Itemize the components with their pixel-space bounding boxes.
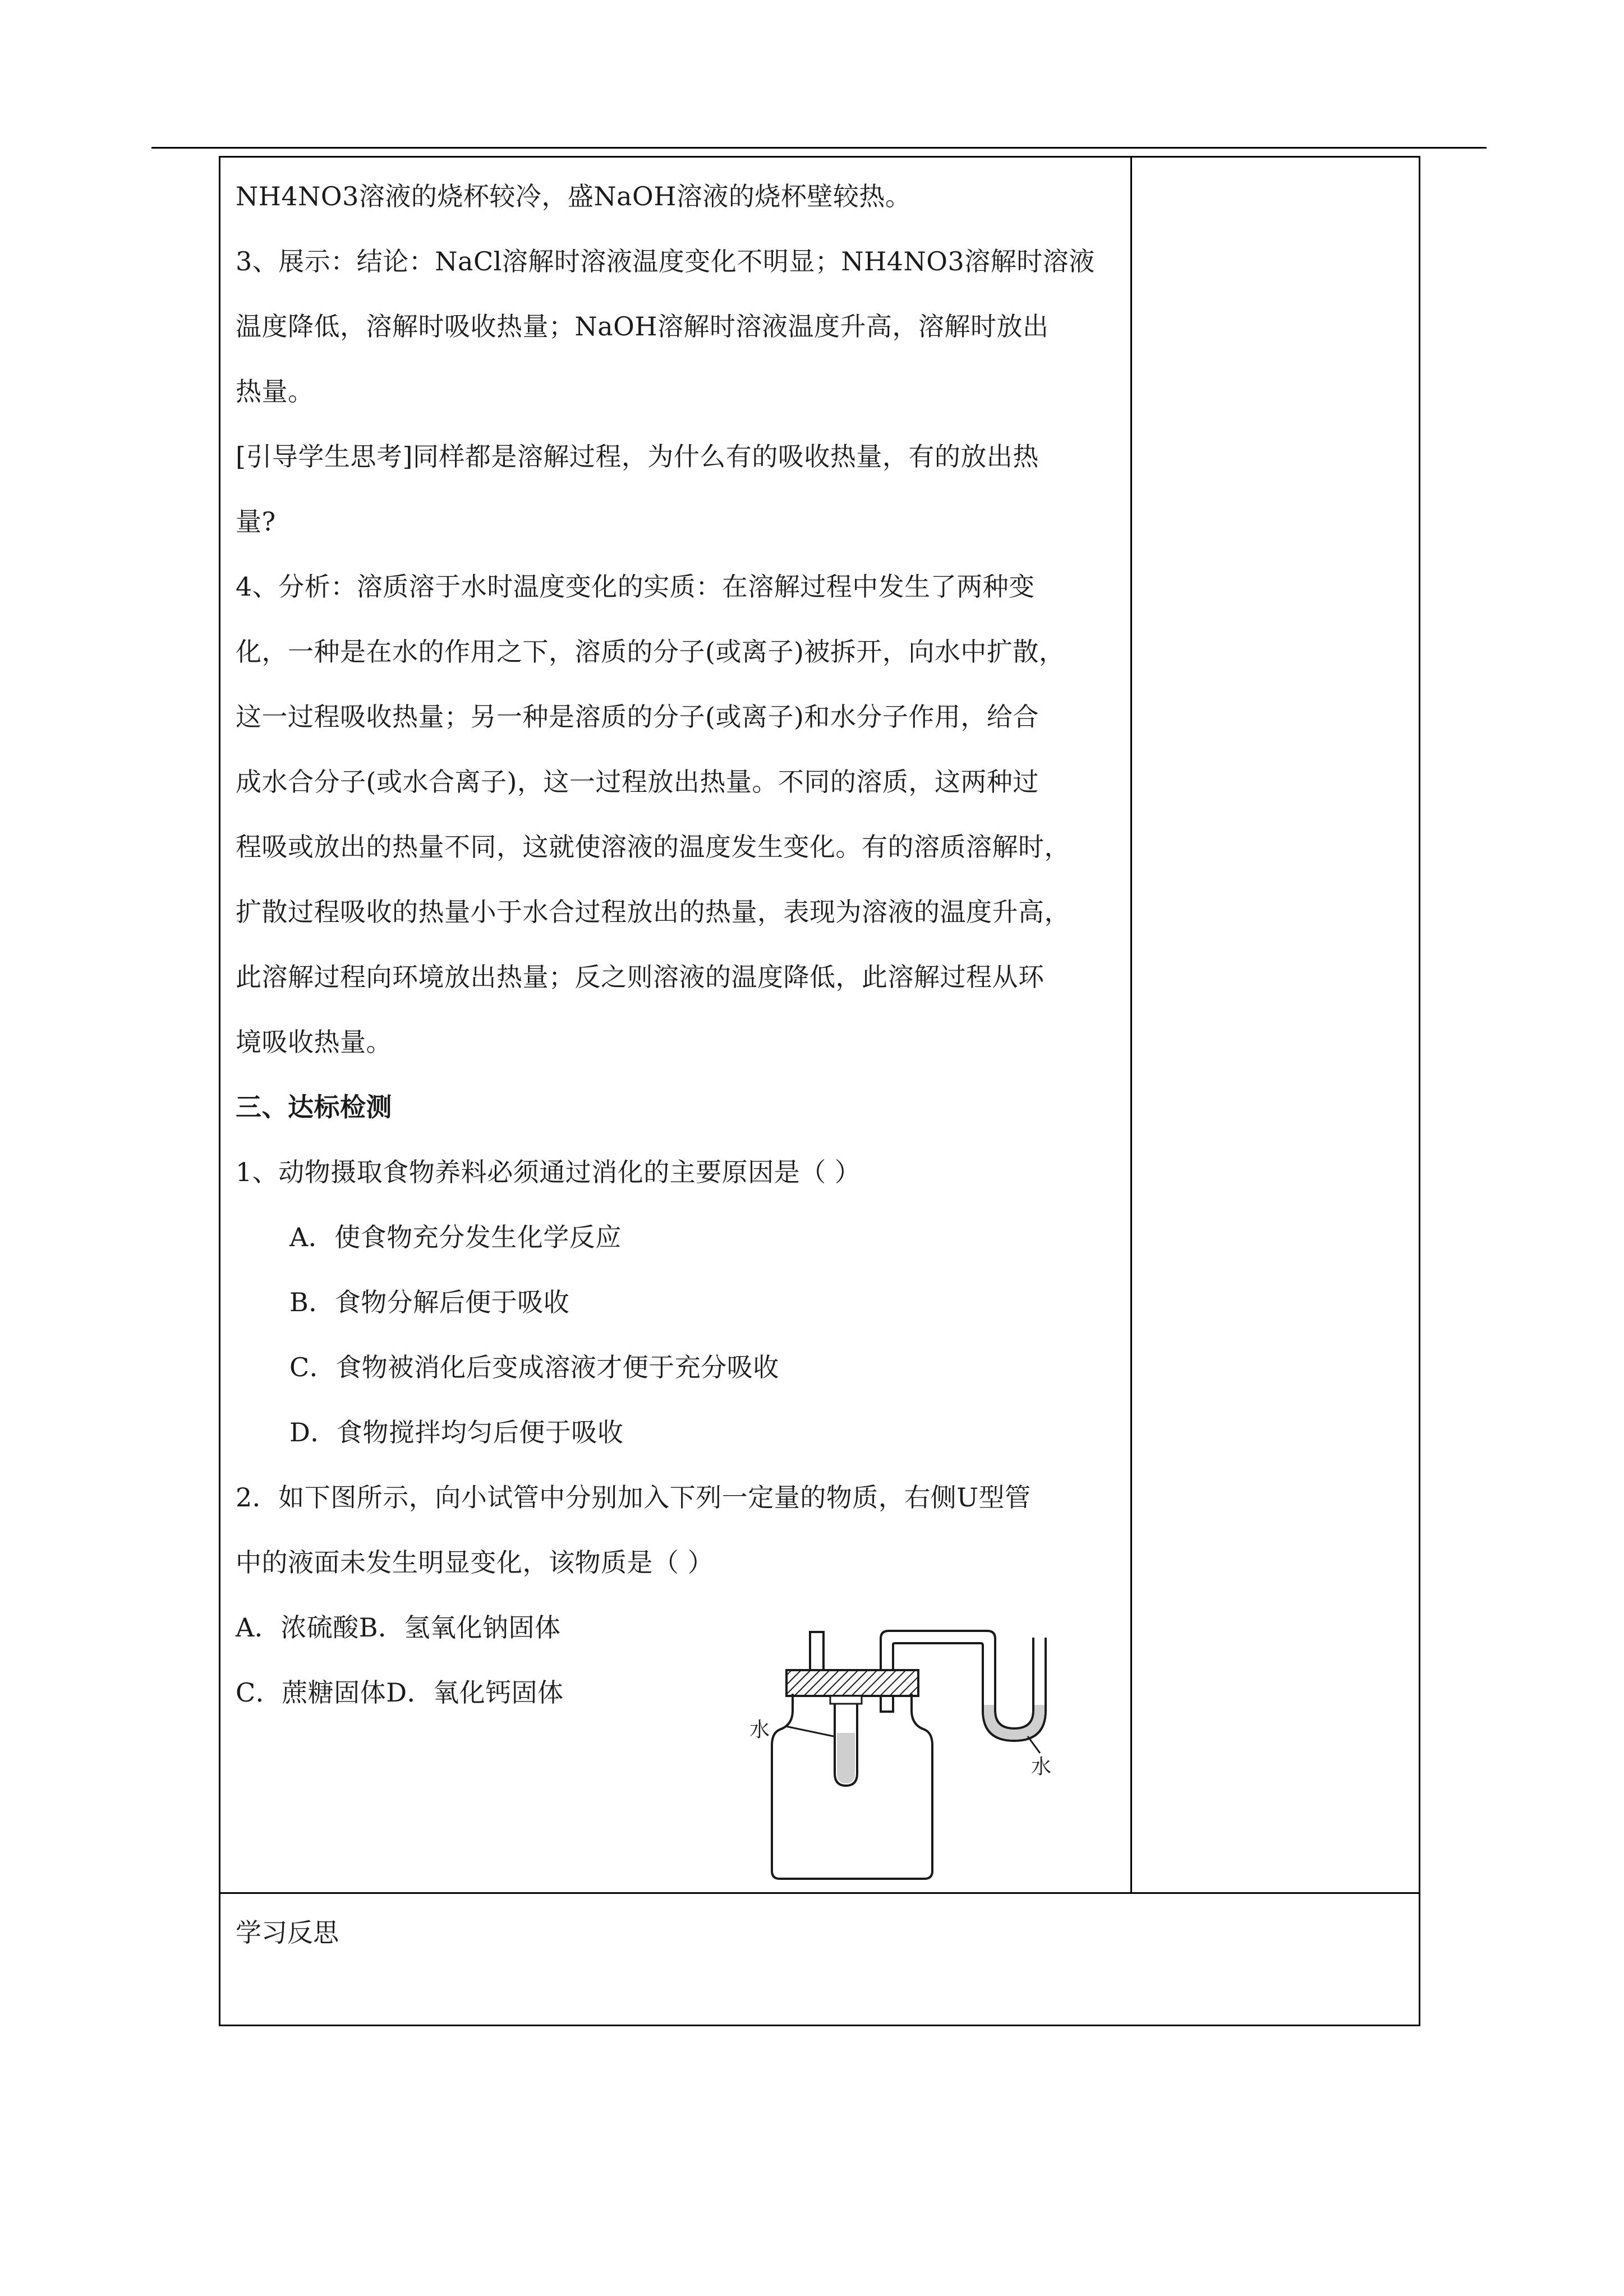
question-1-option-b: B．食物分解后便于吸收 (289, 1287, 570, 1317)
open-tube (810, 1632, 823, 1670)
question-2-stem: 中的液面未发生明显变化，该物质是（ ） (236, 1547, 714, 1578)
question-2-stem: 2．如下图所示，向小试管中分别加入下列一定量的物质，右侧U型管 (236, 1482, 1031, 1513)
question-1-option-d: D．食物搅拌均匀后便于吸收 (289, 1417, 624, 1447)
u-tube-inner (995, 1638, 1033, 1728)
question-1-stem: 1、动物摄取食物养料必须通过消化的主要原因是（ ） (236, 1157, 861, 1187)
water-label-left: 水 (749, 1718, 770, 1741)
main-cell-content (236, 164, 1122, 1725)
header-rule (151, 147, 1487, 149)
text-line: 境吸收热量。 (236, 1027, 392, 1057)
text-line: 扩散过程吸收的热量小于水合过程放出的热量，表现为溶液的温度升高， (236, 897, 1070, 927)
text-line: 量? (236, 506, 276, 537)
test-tube-water (837, 1733, 855, 1783)
section-title: 三、达标检测 (236, 1092, 392, 1122)
text-line: 3、展示：结论：NaCl溶解时溶液温度变化不明显；NH4NO3溶解时溶液 (236, 246, 1095, 276)
text-line: 温度降低，溶解时吸收热量；NaOH溶解时溶液温度升高，溶解时放出 (236, 311, 1049, 342)
text-line: 热量。 (236, 376, 314, 407)
question-1-option-a: A．使食物充分发生化学反应 (289, 1222, 622, 1252)
text-line: 程吸或放出的热量不同，这就使溶液的温度发生变化。有的溶质溶解时， (236, 832, 1070, 862)
text-line: 4、分析：溶质溶于水时温度变化的实质：在溶解过程中发生了两种变 (236, 571, 1035, 602)
column-divider (1130, 156, 1132, 1892)
row-divider (219, 1892, 1420, 1894)
question-2-options: A．浓硫酸B．氢氧化钠固体 (236, 1612, 561, 1643)
text-line: [引导学生思考]同样都是溶解过程，为什么有的吸收热量，有的放出热 (236, 441, 1039, 472)
label-leader-left (785, 1726, 834, 1736)
short-tube (881, 1696, 893, 1712)
test-tube-lip (830, 1696, 862, 1704)
text-line: NH4NO3溶液的烧杯较冷，盛NaOH溶液的烧杯壁较热。 (236, 181, 912, 211)
question-1-option-c: C．食物被消化后变成溶液才便于充分吸收 (289, 1352, 779, 1382)
text-line: 成水合分子(或水合离子)，这一过程放出热量。不同的溶质，这两种过 (236, 767, 1039, 797)
label-leader-right (1028, 1736, 1040, 1753)
text-line: 此溶解过程向环境放出热量；反之则溶液的温度降低，此溶解过程从环 (236, 962, 1045, 992)
text-line: 化，一种是在水的作用之下，溶质的分子(或离子)被拆开，向水中扩散， (236, 637, 1065, 667)
stopper (786, 1670, 918, 1696)
reflection-label: 学习反思 (236, 1917, 339, 1948)
apparatus-diagram (739, 1626, 1076, 1884)
text-line: 这一过程吸收热量；另一种是溶质的分子(或离子)和水分子作用，给合 (236, 702, 1039, 732)
apparatus-svg (739, 1626, 1076, 1884)
bottle-outline (772, 1694, 932, 1879)
water-label-right: 水 (1031, 1755, 1052, 1778)
question-2-options: C．蔗糖固体D．氧化钙固体 (236, 1677, 564, 1708)
